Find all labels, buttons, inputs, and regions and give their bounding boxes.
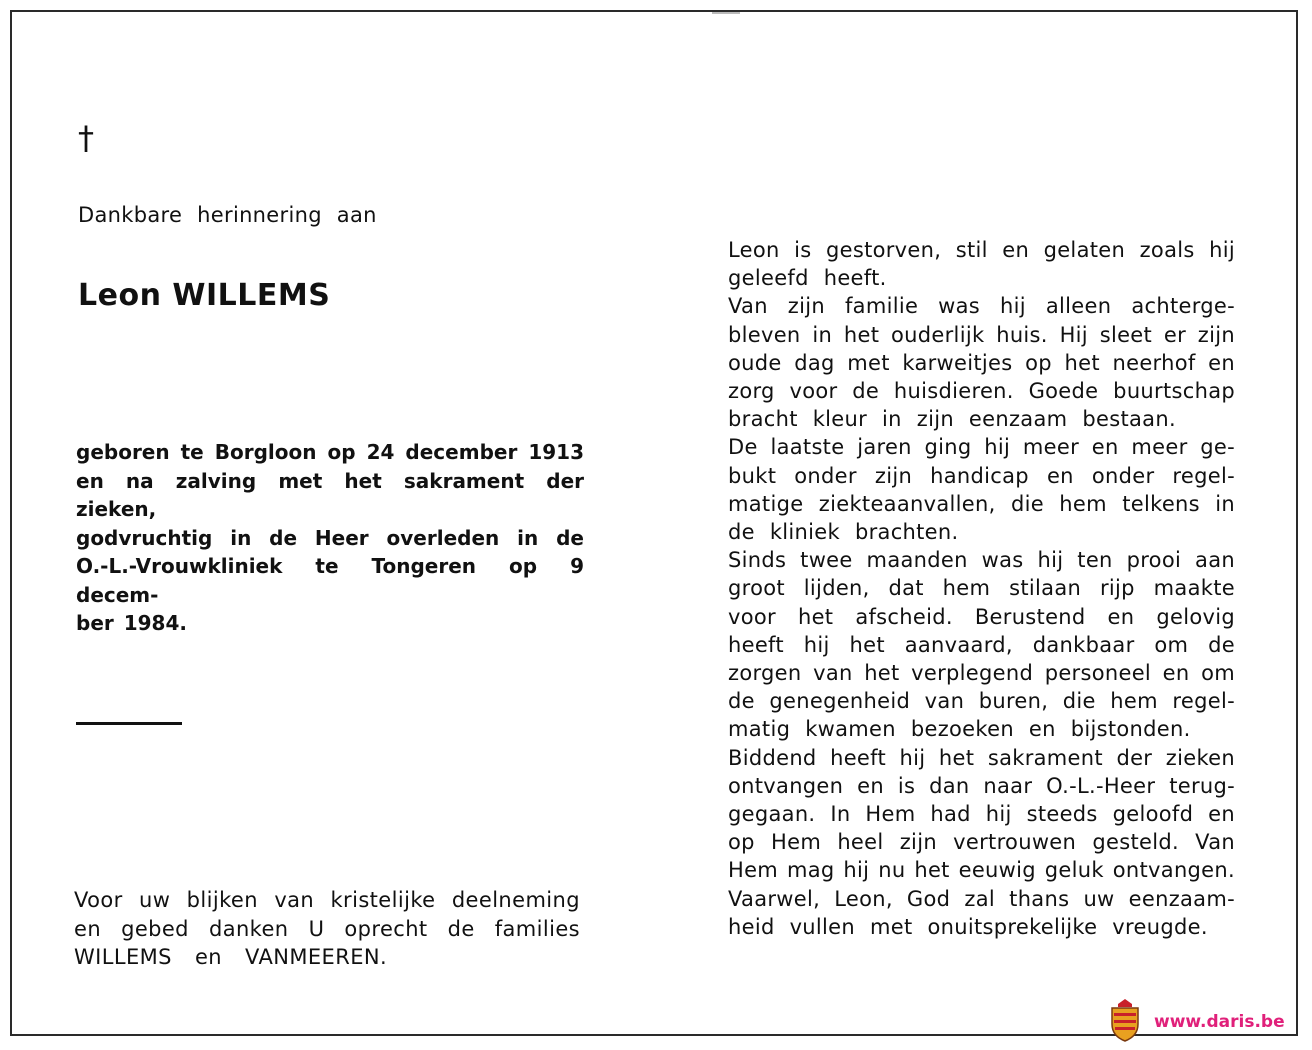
paragraph-line: en gebed danken U oprecht de families	[74, 916, 580, 941]
thanks-paragraph	[74, 886, 580, 972]
intro-text: Dankbare herinnering aan	[78, 203, 377, 227]
eulogy-line: Sinds twee maanden was hij ten prooi aan	[728, 548, 1235, 573]
paragraph-line: O.-L.-Vrouwkliniek te Tongeren op 9 decem-	[76, 554, 584, 607]
eulogy-line: zorgen van het verplegend personeel en om	[728, 661, 1235, 686]
paragraph-line: ber 1984.	[76, 611, 187, 635]
eulogy-line: gegaan. In Hem had hij steeds geloofd en	[728, 802, 1235, 827]
eulogy-line: matig kwamen bezoeken en bijstonden.	[728, 717, 1191, 742]
eulogy-line: oude dag met karweitjes op het neerhof en	[728, 350, 1235, 375]
eulogy-line: Biddend heeft hij het sakrament der zieken	[728, 745, 1235, 770]
eulogy-line: zorg voor de huisdieren. Goede buurtschap	[728, 379, 1235, 404]
eulogy-line: matige ziekteaanvallen, die hem telkens in	[728, 491, 1235, 516]
eulogy-line: ontvangen en is dan naar O.-L.-Heer terug-	[728, 773, 1235, 798]
eulogy-line: bleven in het ouderlijk huis. Hij sleet er zijn	[728, 322, 1235, 347]
eulogy-line: Hem mag hij nu het eeuwig geluk ontvangen.	[728, 858, 1235, 883]
eulogy-line: bracht kleur in zijn eenzaam bestaan.	[728, 407, 1176, 432]
paragraph-line: Voor uw blijken van kristelijke deelneming	[74, 888, 580, 912]
deceased-name: Leon WILLEMS	[78, 278, 331, 313]
eulogy-line: heid vullen met onuitsprekelijke vreugde.	[728, 914, 1208, 939]
coat-of-arms-icon	[1108, 998, 1142, 1042]
eulogy-line: De laatste jaren ging hij meer en meer ge-	[728, 435, 1235, 460]
eulogy-line: Van zijn familie was hij alleen achterge-	[728, 294, 1235, 319]
cross-icon: †	[78, 119, 94, 157]
eulogy-text	[728, 236, 1235, 941]
paragraph-line: godvruchtig in de Heer overleden in de	[76, 525, 584, 550]
paragraph-line: geboren te Borgloon op 24 december 1913	[76, 440, 584, 464]
eulogy-line: Leon is gestorven, stil en gelaten zoals hij	[728, 238, 1235, 262]
eulogy-line: bukt onder zijn handicap en onder regel-	[728, 463, 1235, 488]
paragraph-line: WILLEMS en VANMEEREN.	[74, 945, 388, 969]
eulogy-line: heeft hij het aanvaard, dankbaar om de	[728, 632, 1235, 657]
eulogy-line: Vaarwel, Leon, God zal thans uw eenzaam-	[728, 886, 1235, 911]
eulogy-line: de kliniek brachten.	[728, 520, 959, 545]
eulogy-line: voor het afscheid. Berustend en gelovig	[728, 604, 1235, 629]
eulogy-line: groot lijden, dat hem stilaan rijp maakte	[728, 576, 1235, 601]
eulogy-line: op Hem heel zijn vertrouwen gesteld. Van	[728, 830, 1235, 855]
birth-death-paragraph	[76, 438, 584, 638]
website-watermark: www.daris.be	[1154, 1012, 1285, 1032]
divider-rule	[76, 722, 182, 725]
eulogy-line: de genegenheid van buren, die hem regel-	[728, 689, 1235, 714]
eulogy-line: geleefd heeft.	[728, 266, 887, 291]
paragraph-line: en na zalving met het sakrament der zieken,	[76, 468, 584, 521]
scan-mark	[712, 12, 740, 14]
